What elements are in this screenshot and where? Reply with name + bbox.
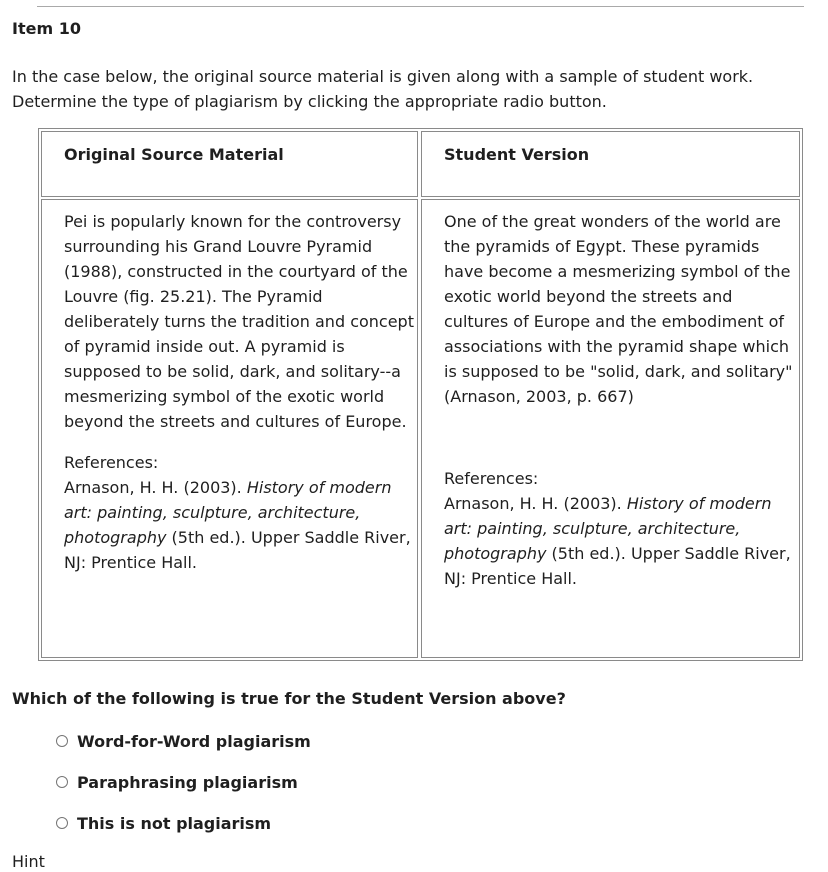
reference-book-title: History of modern art: painting, sculpture, architecture, photography: [64, 478, 392, 547]
top-divider: [37, 6, 804, 7]
reference-publisher: (5th ed.). Upper Saddle River, NJ: Prentice Hall.: [64, 528, 411, 572]
student-version-text: One of the great wonders of the world are the pyramids of Egypt. These pyramids have become a mesmerizing symbol of the exotic world beyond the streets and cultures of Europe and the embodiment of associations with the pyramid shape which is supposed to be "solid, dark, and solitary" (Arnason, 2003, p. 667): [444, 212, 793, 406]
original-references-label: References:: [64, 453, 159, 472]
instructions-text: In the case below, the original source material is given along with a sample of student work. Determine the type of plagiarism by clicking the appropriate radio button.: [12, 67, 754, 111]
option-label[interactable]: Paraphrasing plagiarism: [77, 772, 298, 792]
option-paraphrasing[interactable]: [56, 771, 298, 793]
reference-author: Arnason, H. H. (2003).: [444, 494, 627, 513]
student-references-label: References:: [444, 469, 539, 488]
option-not-plagiarism[interactable]: [56, 812, 271, 834]
student-version-header: Student Version: [421, 131, 800, 197]
question-prompt: Which of the following is true for the Student Version above?: [12, 689, 566, 708]
case-comparison-table: [38, 128, 803, 661]
original-source-text: Pei is popularly known for the controversy surrounding his Grand Louvre Pyramid (1988), constructed in the courtyard of the Louvre (fig. 25.21). The Pyramid deliberately turns the tradition and concept of pyramid inside out. A pyramid is supposed to be solid, dark, and solitary--a mesmerizing symbol of the exotic world beyond the streets and cultures of Europe.: [64, 212, 414, 431]
item-title: Item 10: [12, 19, 81, 38]
radio-button[interactable]: [56, 817, 68, 829]
student-version-cell: [421, 199, 800, 658]
original-reference-entry: [64, 475, 417, 575]
reference-publisher: (5th ed.). Upper Saddle River, NJ: Prentice Hall.: [444, 544, 791, 588]
original-source-cell: [41, 199, 418, 658]
reference-book-title: History of modern art: painting, sculpture, architecture, photography: [444, 494, 772, 563]
student-reference-entry: [444, 491, 799, 591]
radio-button[interactable]: [56, 776, 68, 788]
option-label[interactable]: This is not plagiarism: [77, 813, 272, 833]
option-word-for-word[interactable]: [56, 730, 311, 752]
radio-button[interactable]: [56, 735, 68, 747]
option-label[interactable]: Word-for-Word plagiarism: [77, 731, 311, 751]
original-source-header: Original Source Material: [41, 131, 418, 197]
reference-author: Arnason, H. H. (2003).: [64, 478, 247, 497]
hint-label-partial: Hint: [12, 852, 45, 871]
